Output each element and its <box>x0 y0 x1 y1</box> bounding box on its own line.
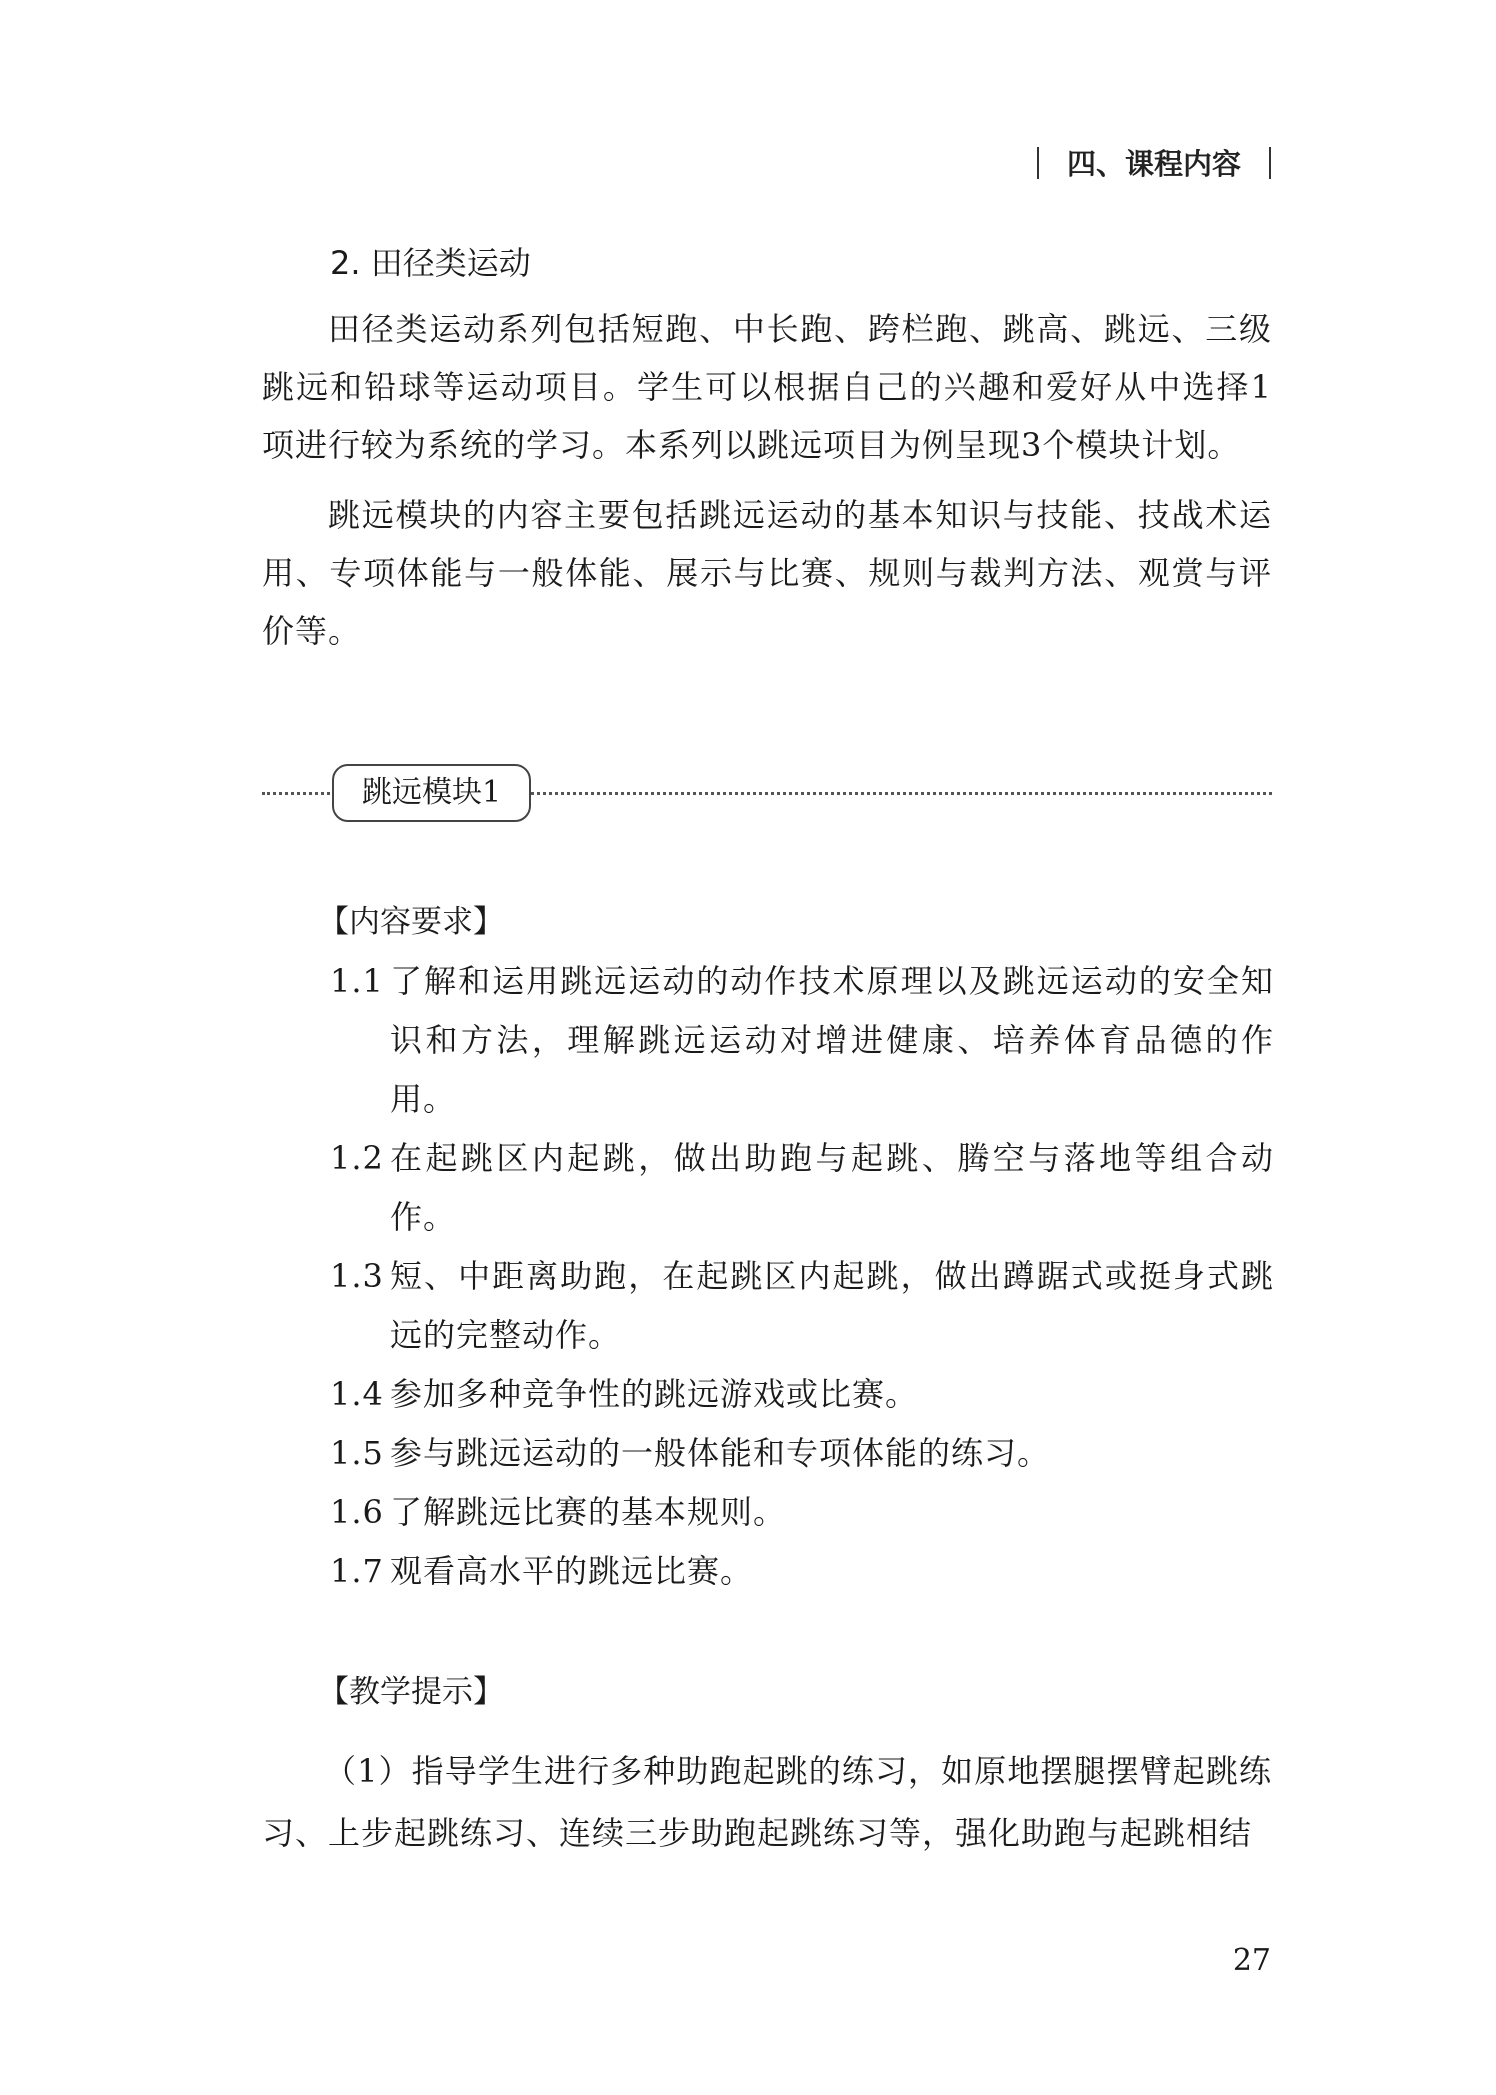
item-number: 1.1 <box>330 962 384 1000</box>
item-number: 1.4 <box>330 1375 384 1413</box>
teaching-tip-paragraph: （1）指导学生进行多种助跑起跳的练习，如原地摆腿摆臂起跳练习、上步起跳练习、连续三步助跑起跳练习等，强化助跑与起跳相结 <box>262 1752 1272 1852</box>
list-item <box>330 1129 1274 1247</box>
content-requirements-heading: 【内容要求】 <box>318 904 504 940</box>
item-text: 了解和运用跳远运动的动作技术原理以及跳远运动的安全知识和方法，理解跳远运动对增进健康、培养体育品德的作用。 <box>390 962 1274 1118</box>
list-item <box>330 1424 1274 1483</box>
list-item <box>330 1542 1274 1601</box>
item-text: 参加多种竞争性的跳远游戏或比赛。 <box>390 1375 919 1413</box>
item-text: 短、中距离助跑，在起跳区内起跳，做出蹲踞式或挺身式跳远的完整动作。 <box>390 1257 1274 1354</box>
list-item <box>330 1365 1274 1424</box>
teaching-tips-heading: 【教学提示】 <box>318 1674 504 1710</box>
module-divider <box>262 764 1272 822</box>
list-item <box>330 1483 1274 1542</box>
header-right-rule <box>1269 147 1271 179</box>
running-header <box>1037 142 1271 183</box>
item-text: 参与跳远运动的一般体能和专项体能的练习。 <box>390 1434 1051 1472</box>
header-left-rule <box>1037 147 1039 179</box>
item-number: 1.5 <box>330 1434 384 1472</box>
item-number: 1.6 <box>330 1493 384 1531</box>
item-text: 在起跳区内起跳，做出助跑与起跳、腾空与落地等组合动作。 <box>390 1139 1274 1236</box>
page-number: 27 <box>1232 1943 1271 1978</box>
content-requirements-list <box>330 952 1274 1601</box>
list-item <box>330 1247 1274 1365</box>
intro-paragraph-2: 跳远模块的内容主要包括跳远运动的基本知识与技能、技战术运用、专项体能与一般体能、展示与比赛、规则与裁判方法、观赏与评价等。 <box>262 496 1272 650</box>
item-text: 了解跳远比赛的基本规则。 <box>390 1493 787 1531</box>
list-item <box>330 952 1274 1129</box>
item-text: 观看高水平的跳远比赛。 <box>390 1552 754 1590</box>
item-number: 1.3 <box>330 1257 384 1295</box>
section-title: 2. 田径类运动 <box>330 244 531 282</box>
chapter-title: 四、课程内容 <box>1066 147 1241 181</box>
intro-paragraph-1: 田径类运动系列包括短跑、中长跑、跨栏跑、跳高、跳远、三级跳远和铅球等运动项目。学生可以根据自己的兴趣和爱好从中选择1项进行较为系统的学习。本系列以跳远项目为例呈现3个模块计划。 <box>262 310 1272 464</box>
module-label-tab: 跳远模块1 <box>332 764 531 822</box>
item-number: 1.2 <box>330 1139 384 1177</box>
item-number: 1.7 <box>330 1552 384 1590</box>
